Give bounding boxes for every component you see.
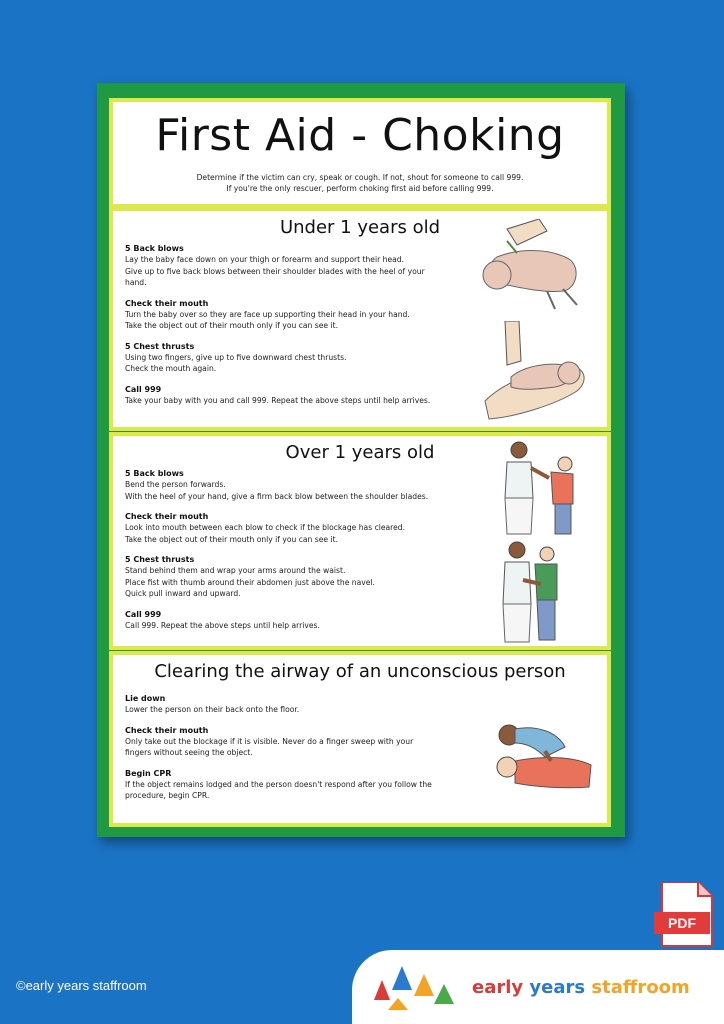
step-line: Take the object out of their mouth only if you can see it. (125, 321, 338, 330)
step-text (125, 565, 465, 600)
step-heading: Call 999 (125, 609, 162, 619)
adult-chest-thrust-illustration (493, 540, 583, 646)
step-back-blows (125, 243, 465, 289)
step-line: Take the object out of their mouth only if you can see it. (125, 534, 338, 544)
step-call-999 (125, 384, 465, 407)
step-line: procedure, begin CPR. (125, 791, 210, 800)
step-line: Using two fingers, give up to five downward chest thrusts. (125, 352, 347, 362)
step-text (125, 479, 465, 502)
section-over-1 (109, 432, 611, 650)
step-heading: 5 Chest thrusts (125, 341, 195, 351)
section-title: Over 1 years old (285, 442, 435, 463)
step-check-mouth (125, 511, 465, 545)
step-heading: Check their mouth (125, 512, 209, 521)
adult-back-blow-illustration (493, 438, 583, 538)
step-list (125, 693, 465, 811)
page-title: First Aid - Choking (155, 110, 565, 161)
cpr-illustration (485, 721, 595, 793)
step-heading: Check their mouth (125, 298, 209, 308)
pdf-label: PDF (668, 915, 696, 931)
intro-text (113, 172, 607, 194)
step-line: Check the mouth again. (125, 364, 217, 373)
step-list (125, 243, 465, 415)
title-panel (109, 98, 611, 208)
intro-line: Determine if the victim can cry, speak or cough. If not, shout for someone to call 999. (196, 173, 524, 182)
step-text (125, 704, 465, 716)
step-line: Look into mouth between each blow to check if the blockage has cleared. (125, 523, 406, 532)
step-line: Bend the person forwards. (125, 480, 226, 489)
step-lie-down (125, 693, 465, 716)
step-heading: Check their mouth (125, 725, 209, 735)
poster (97, 83, 625, 837)
section-title: Under 1 years old (279, 217, 441, 238)
step-line: Give up to five back blows between their shoulder blades with the heel of your (125, 266, 425, 276)
step-chest-thrusts (125, 341, 465, 375)
step-text (125, 736, 465, 759)
section-under-1 (109, 207, 611, 431)
step-list (125, 468, 465, 640)
brand-word: early (472, 977, 524, 998)
step-line: Call 999. Repeat the above steps until help arrives. (125, 620, 320, 630)
section-title: Clearing the airway of an unconscious person (154, 661, 566, 682)
step-line: Place fist with thumb around their abdomen just above the navel. (125, 577, 375, 587)
step-text (125, 620, 465, 632)
step-text (125, 352, 465, 375)
brand-word: years (529, 977, 586, 998)
section-unconscious (109, 651, 611, 827)
brand-word: staffroom (591, 977, 690, 998)
step-heading: 5 Chest thrusts (125, 555, 195, 564)
step-begin-cpr (125, 768, 465, 802)
step-text (125, 522, 465, 545)
step-check-mouth (125, 725, 465, 759)
pdf-label-wrap (652, 882, 712, 948)
step-heading: Begin CPR (125, 768, 172, 778)
step-text (125, 254, 465, 289)
step-line: Lower the person on their back onto the floor. (125, 705, 300, 714)
step-line: With the heel of your hand, give a firm back blow between the shoulder blades. (125, 491, 429, 501)
step-line: Stand behind them and wrap your arms around the waist. (125, 566, 346, 575)
step-line: Turn the baby over so they are face up supporting their head in your hand. (125, 309, 410, 319)
baby-back-blow-illustration (477, 219, 595, 319)
brand-logo-text (472, 977, 690, 998)
step-back-blows (125, 468, 465, 502)
hands-logo-icon (368, 960, 468, 1016)
brand-bar (352, 950, 724, 1024)
step-line: If the object remains lodged and the person doesn't respond after you follow the (125, 779, 432, 789)
step-call-999 (125, 609, 465, 632)
baby-chest-thrust-illustration (475, 321, 595, 425)
step-chest-thrusts (125, 554, 465, 600)
step-heading: Call 999 (125, 384, 162, 394)
step-heading: 5 Back blows (125, 469, 184, 478)
step-text (125, 309, 465, 332)
step-text (125, 779, 465, 802)
step-line: hand. (125, 278, 147, 287)
step-heading: 5 Back blows (125, 244, 184, 253)
step-heading: Lie down (125, 694, 166, 703)
step-line: fingers without seeing the object. (125, 748, 253, 757)
intro-line: If you're the only rescuer, perform choking first aid before calling 999. (226, 184, 494, 193)
step-check-mouth (125, 298, 465, 332)
step-text (125, 395, 465, 407)
step-line: Quick pull inward and upward. (125, 589, 241, 598)
step-line: Take your baby with you and call 999. Repeat the above steps until help arrives. (125, 395, 431, 405)
step-line: Only take out the blockage if it is visible. Never do a finger sweep with your (125, 736, 414, 746)
step-line: Lay the baby face down on your thigh or forearm and support their head. (125, 255, 404, 264)
copyright-text: ©early years staffroom (16, 978, 147, 993)
